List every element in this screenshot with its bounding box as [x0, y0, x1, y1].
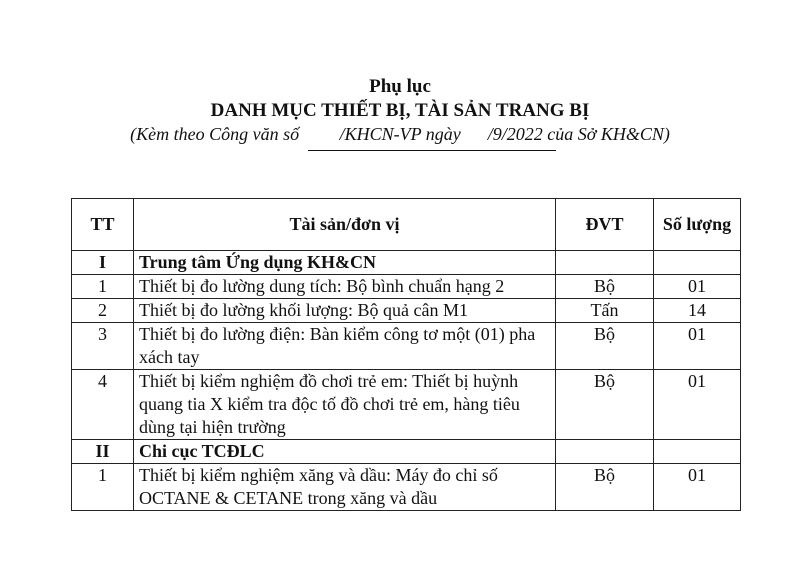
table-row [72, 323, 741, 370]
row-unit: Bộ [556, 275, 654, 299]
row-number: 3 [72, 323, 134, 370]
col-header-tt: TT [72, 199, 134, 251]
row-asset: Thiết bị kiểm nghiệm đồ chơi trẻ em: Thiết bị huỳnh quang tia X kiểm tra độc tố đồ chơi trẻ em, hàng tiêu dùng tại hiện trường [134, 370, 556, 440]
section-row [72, 440, 741, 464]
row-asset: Thiết bị đo lường khối lượng: Bộ quả cân M1 [134, 299, 556, 323]
col-header-qty: Số lượng [654, 199, 741, 251]
row-number: 4 [72, 370, 134, 440]
section-name: Trung tâm Ứng dụng KH&CN [134, 251, 556, 275]
table-header-row [72, 199, 741, 251]
row-asset: Thiết bị kiểm nghiệm xăng và dầu: Máy đo chỉ số OCTANE & CETANE trong xăng và dầu [134, 464, 556, 511]
row-asset: Thiết bị đo lường dung tích: Bộ bình chuẩn hạng 2 [134, 275, 556, 299]
table-row [72, 370, 741, 440]
section-row [72, 251, 741, 275]
col-header-asset: Tài sản/đơn vị [134, 199, 556, 251]
document-subtitle: (Kèm theo Công văn số /KHCN-VP ngày /9/2022 của Sở KH&CN) [130, 124, 670, 144]
row-unit: Bộ [556, 323, 654, 370]
document-title: DANH MỤC THIẾT BỊ, TÀI SẢN TRANG BỊ [210, 100, 590, 121]
section-number: I [72, 251, 134, 275]
row-qty: 01 [654, 370, 741, 440]
table-row [72, 275, 741, 299]
row-qty: 01 [654, 275, 741, 299]
section-name: Chi cục TCĐLC [134, 440, 556, 464]
section-number: II [72, 440, 134, 464]
row-qty: 01 [654, 464, 741, 511]
col-header-unit: ĐVT [556, 199, 654, 251]
subtitle-underline [308, 150, 556, 151]
row-number: 2 [72, 299, 134, 323]
row-number: 1 [72, 464, 134, 511]
row-number: 1 [72, 275, 134, 299]
row-unit: Bộ [556, 464, 654, 511]
row-unit: Bộ [556, 370, 654, 440]
appendix-label: Phụ lục [369, 76, 431, 97]
row-qty: 01 [654, 323, 741, 370]
table-row [72, 464, 741, 511]
row-asset: Thiết bị đo lường điện: Bàn kiểm công tơ một (01) pha xách tay [134, 323, 556, 370]
table-row [72, 299, 741, 323]
row-unit: Tấn [556, 299, 654, 323]
row-qty: 14 [654, 299, 741, 323]
asset-table [71, 198, 741, 511]
